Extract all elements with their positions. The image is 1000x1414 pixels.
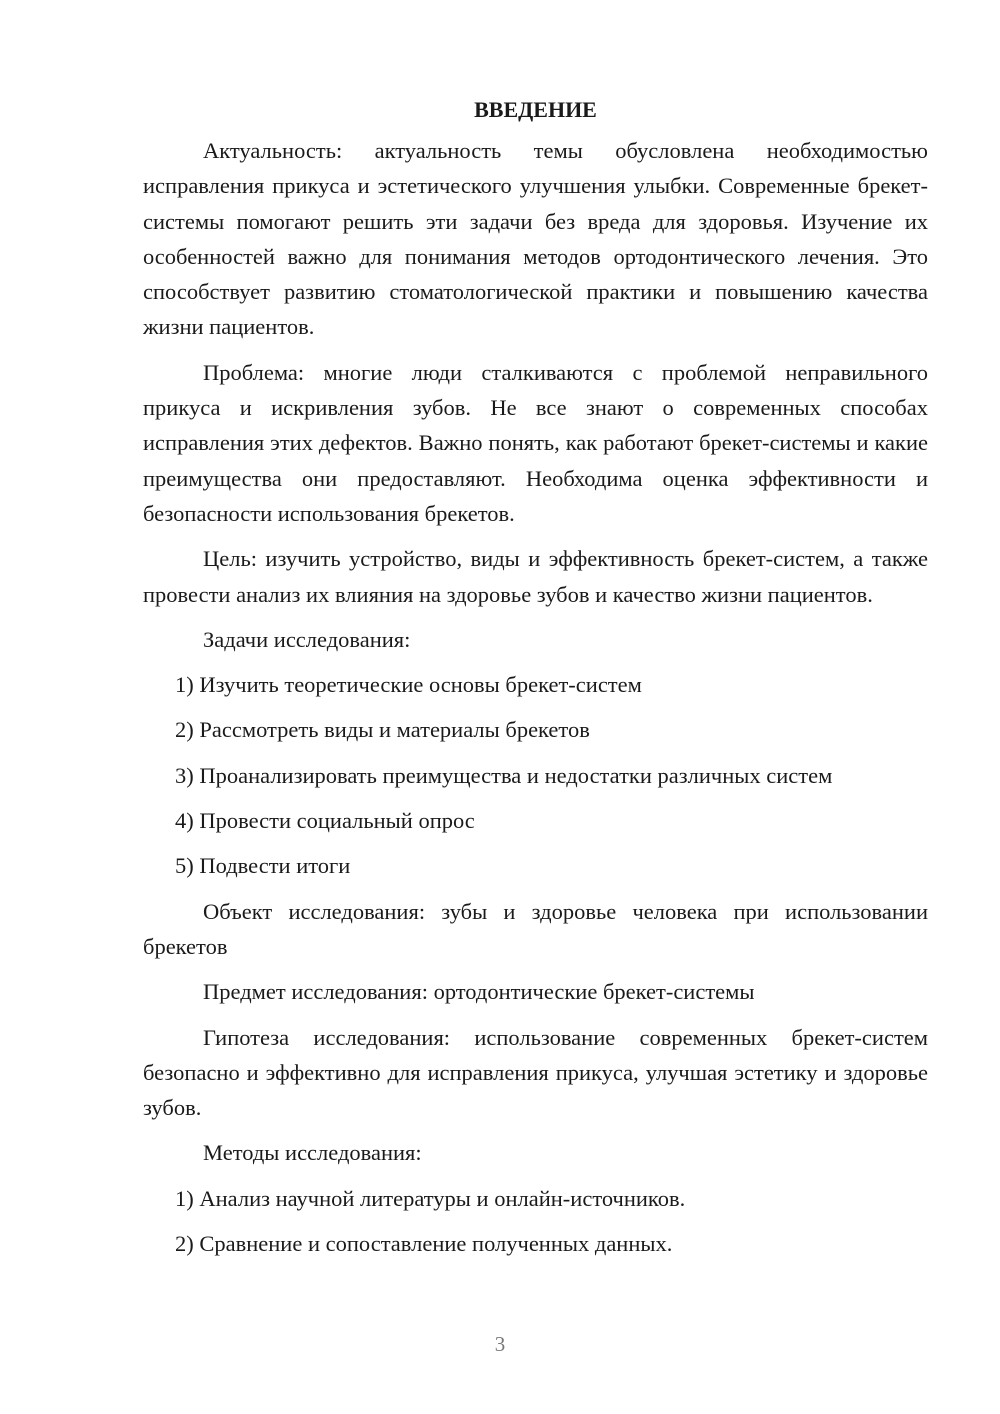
task-item-3: 3) Проанализировать преимущества и недостатки различных систем bbox=[175, 762, 833, 788]
hypothesis-paragraph: Гипотеза исследования: использование современных брекет-систем безопасно и эффективно для исправления прикуса, улучшая эстетику и здоровье зубов. bbox=[143, 1024, 928, 1121]
problem-paragraph: Проблема: многие люди сталкиваются с проблемой неправильного прикуса и искривления зубов. Не все знают о современных способах исправления этих дефектов. Важно понять, как работают брекет-системы и какие преимущества они предоставляют. Необходима оценка эффективности и безопасности использования брекетов. bbox=[143, 359, 928, 526]
methods-heading: Методы исследования: bbox=[203, 1140, 422, 1166]
task-item-5: 5) Подвести итоги bbox=[175, 853, 351, 879]
task-item-2: 2) Рассмотреть виды и материалы брекетов bbox=[175, 717, 590, 743]
page-number: 3 bbox=[494, 1332, 506, 1356]
subject-paragraph: Предмет исследования: ортодонтические брекет-системы bbox=[203, 979, 755, 1005]
tasks-heading: Задачи исследования: bbox=[203, 626, 411, 652]
document-title: ВВЕДЕНИЕ bbox=[474, 97, 597, 122]
document-page bbox=[143, 92, 928, 1271]
method-item-1: 1) Анализ научной литературы и онлайн-источников. bbox=[175, 1185, 686, 1211]
relevance-paragraph: Актуальность: актуальность темы обусловлена необходимостью исправления прикуса и эстетического улучшения улыбки. Современные брекет-системы помогают решить эти задачи без вреда для здоровья. Изучение их особенностей важно для понимания методов ортодонтического лечения. Это способствует развитию стоматологической практики и повышению качества жизни пациентов. bbox=[143, 138, 928, 340]
object-paragraph: Объект исследования: зубы и здоровье человека при использовании брекетов bbox=[143, 898, 928, 959]
goal-paragraph: Цель: изучить устройство, виды и эффективность брекет-систем, а также провести анализ их влияния на здоровье зубов и качество жизни пациентов. bbox=[143, 546, 928, 607]
method-item-2: 2) Сравнение и сопоставление полученных данных. bbox=[175, 1231, 673, 1257]
task-item-1: 1) Изучить теоретические основы брекет-систем bbox=[175, 672, 642, 698]
task-item-4: 4) Провести социальный опрос bbox=[175, 808, 475, 834]
